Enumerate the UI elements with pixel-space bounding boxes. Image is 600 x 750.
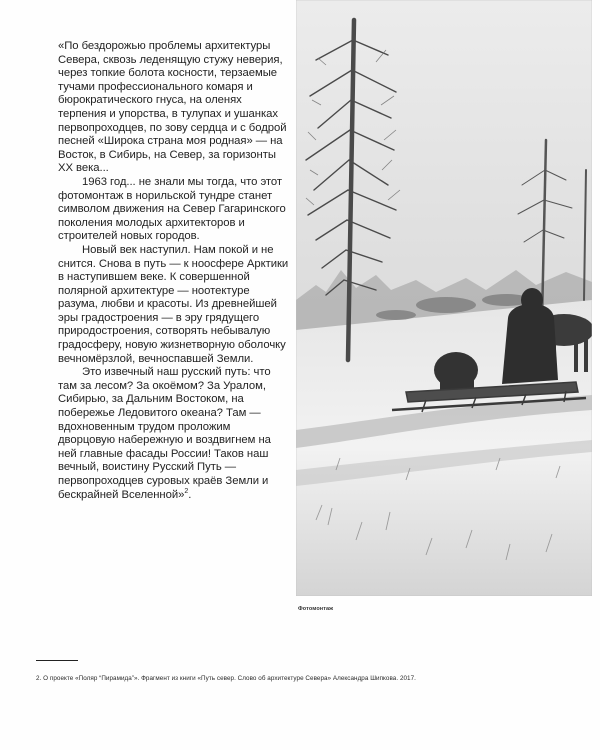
paragraph-4-text: Это извечный наш русский путь: что там за лесом? За окоёмом? За Уралом, Сибирью, за Дальним Востоком, на побережье Ледовитого океана? Там — вдохновенным трудом проложим дворцовую набережную и воздвигнем на ней главные фасады России! Таков наш вечный, воистину Русский Путь — первопроходцев суровых краёв Земли и бескрайней Вселенной» (58, 366, 271, 501)
paragraph-2: 1963 год... не знали мы тогда, что этот фотомонтаж в норильской тундре станет символом движения на Север Гагаринского поколения молодых архитекторов и строителей новых городов. (58, 175, 286, 243)
photo-caption: Фотомонтаж (298, 606, 334, 612)
paragraph-4-end: . (188, 488, 192, 501)
paragraph-4 (58, 366, 290, 502)
footnote-divider (36, 660, 78, 661)
photomontage-image (296, 0, 592, 596)
footnote-reference-mark: 2 (184, 487, 189, 495)
paragraph-1: «По бездорожью проблемы архитектуры Севера, сквозь леденящую стужу неверия, через топкие болота косности, терзаемые тучами профессионального комаря и бюрократического гнуса, на оленях терпения и упорства, в тулупах и ушанках первопроходцев, по зову сердца и с бодрой песней «Широка страна моя родная» — на Восток, в Сибирь, на Север, за горизонты XX века... (58, 40, 287, 175)
winter-tundra-photo (296, 0, 592, 596)
main-text-column (58, 40, 290, 502)
footnote: 2. О проекте «Поляр “Пирамида”». Фрагмент из книги «Путь север. Слово об архитектуре Севера» Александра Шипкова. 2017. (36, 675, 416, 682)
paragraph-3: Новый век наступил. Нам покой и не снится. Снова в путь — к ноосфере Арктики в наступившем веке. К совершенной полярной архитектуре — ноотектуре разума, любви и красоты. Из древнейшей эры градостроения — в эру грядущего природостроения, сотворять небывалую градосферу, новую жизнетворную оболочку вечномёрзлой, вечноспавшей Земли. (58, 243, 289, 365)
